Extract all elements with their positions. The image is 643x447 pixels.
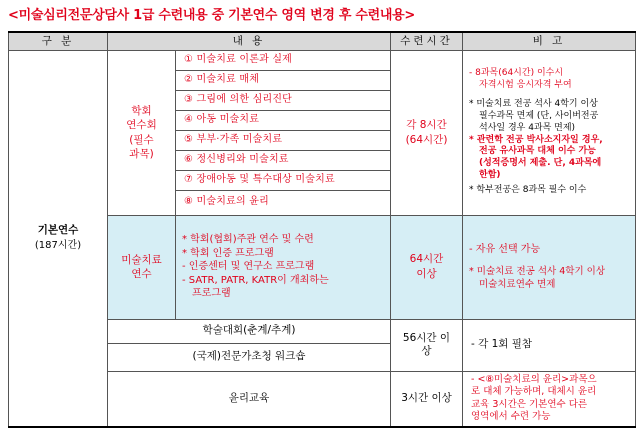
ethics-label: 윤리교육 — [108, 371, 391, 427]
elective-hours-line: 이상 — [416, 268, 437, 280]
category-cell — [9, 50, 108, 427]
note-line: * 관련학 전공 박사소지자일 경우, — [469, 134, 603, 145]
conference-row1: 학술대회(춘계/추계) — [108, 319, 391, 343]
note-line: * 미술치료 전공 석사 4학기 이상 — [469, 99, 598, 110]
elective-hours-line: 64시간 — [409, 253, 444, 266]
workshop-hours-line: (64시간) — [405, 133, 448, 146]
note-line: 필수과목 면제 (단, 사이버전공 — [479, 111, 599, 122]
workshop-label-line: 학회 — [131, 105, 152, 118]
conference-note: - 각 1회 필참 — [463, 319, 636, 371]
elective-hours-cell — [391, 215, 463, 319]
header-notes: 비 고 — [463, 32, 636, 50]
elective-notes-cell — [463, 215, 636, 319]
conference-hours-cell — [391, 319, 463, 371]
workshop-item: ④ 아동 미술치료 — [176, 110, 391, 130]
conference-row2: (국제)전문가초청 워크숍 — [108, 343, 391, 371]
workshop-item: ① 미술치료 이론과 실제 — [176, 50, 391, 70]
elective-item: 프로그램 — [192, 288, 231, 300]
workshop-item: ⑥ 정신병리와 미술치료 — [176, 150, 391, 170]
workshop-hours-line: 각 8시간 — [406, 119, 447, 132]
note-line: 전공 유사과목 대체 이수 가능 — [479, 146, 596, 157]
workshop-item: ⑧ 미술치료의 윤리 — [176, 190, 391, 215]
training-table — [8, 31, 636, 428]
table-row — [9, 50, 636, 70]
note-line: 자격시험 응시자격 부여 — [479, 79, 572, 90]
elective-label-cell — [108, 215, 176, 319]
conference-hours-line: 56시간 이 — [402, 331, 451, 344]
elective-label-line: 미술치료 — [121, 253, 162, 266]
note-line: 로 대체 가능하며, 대체시 윤리 — [471, 386, 597, 398]
note-line: * 미술치료 전공 석사 4학기 이상 — [469, 266, 606, 278]
note-line: 미술치료연수 면제 — [479, 278, 556, 290]
note-line: - <⑧미술치료의 윤리>과목으 — [471, 374, 597, 386]
workshop-label-cell — [108, 50, 176, 215]
header-category: 구 분 — [9, 32, 108, 50]
note-line: 한함) — [479, 169, 501, 180]
workshop-label-line: (필수 — [129, 133, 154, 146]
header-content: 내 용 — [108, 32, 391, 50]
conference-hours-line: 상 — [421, 345, 432, 357]
elective-item: * 학회 인증 프로그램 — [182, 247, 274, 259]
workshop-item: ② 미술치료 매체 — [176, 70, 391, 90]
note-line: - 자유 선택 가능 — [469, 244, 541, 256]
category-label: 기본연수 — [37, 223, 79, 236]
elective-item: * 학회(협회)주관 연수 및 수련 — [182, 234, 314, 246]
elective-item: - 인증센터 및 연구소 프로그램 — [182, 261, 315, 273]
ethics-hours: 3시간 이상 — [391, 371, 463, 427]
note-line: 교육 3시간은 기본연수 다른 — [471, 398, 588, 410]
workshop-label-line: 연수회 — [126, 119, 157, 132]
header-hours: 수련시간 — [391, 32, 463, 50]
elective-label-line: 연수 — [131, 268, 152, 280]
workshop-item: ⑤ 부부·가족 미술치료 — [176, 130, 391, 150]
workshop-item: ⑦ 장애아동 및 특수대상 미술치료 — [176, 170, 391, 190]
note-line: (성적증명서 제출. 단, 4과목에 — [479, 157, 602, 168]
note-line: 석사일 경우 4과목 면제) — [479, 122, 576, 133]
table-header-row — [9, 32, 636, 50]
workshop-item: ③ 그림에 의한 심리진단 — [176, 90, 391, 110]
elective-items-cell — [176, 215, 391, 319]
workshop-label-line: 과목) — [129, 147, 154, 160]
note-line: 영역에서 수련 가능 — [471, 411, 551, 423]
page-title: <미술심리전문상담사 1급 수련내용 중 기본연수 영역 변경 후 수련내용> — [8, 8, 415, 23]
note-line: - 8과목(64시간) 이수시 — [469, 68, 564, 79]
workshop-hours-cell — [391, 50, 463, 215]
workshop-notes-cell — [463, 50, 636, 215]
category-hours: (187시간) — [34, 240, 82, 252]
elective-item: - SATR, PATR, KATR이 개최하는 — [182, 274, 329, 286]
ethics-note-cell — [463, 371, 636, 427]
note-line: * 학부전공은 8과목 필수 이수 — [469, 185, 587, 196]
